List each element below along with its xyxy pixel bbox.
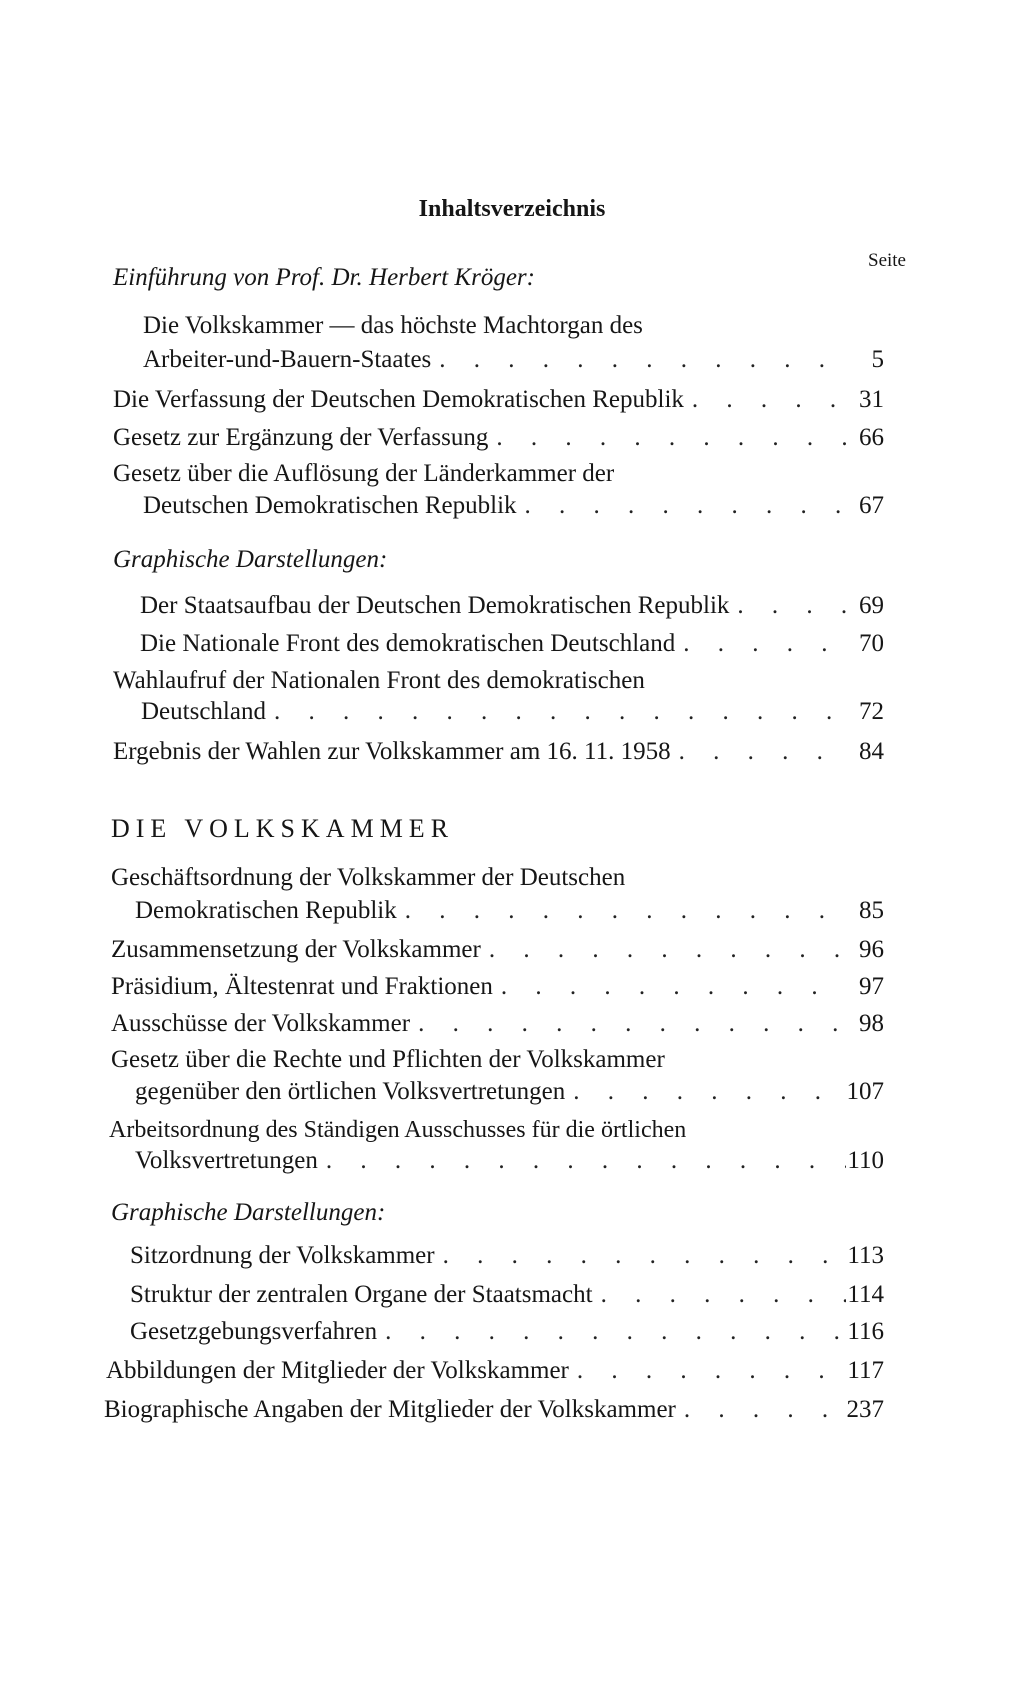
toc-entry-title: Ergebnis der Wahlen zur Volkskammer am 16. 11. 1958	[113, 738, 671, 765]
leader-dots	[266, 695, 846, 729]
toc-entry-title: Sitzordnung der Volkskammer	[130, 1242, 435, 1269]
toc-entry	[111, 933, 884, 967]
leader-dots	[410, 1007, 846, 1041]
toc-page-number: 116	[847, 1318, 884, 1345]
toc-page-number: 113	[847, 1242, 884, 1269]
toc-entry-line: Gesetz über die Rechte und Pflichten der Volkskammer	[111, 1046, 665, 1073]
toc-entry-title: gegenüber den örtlichen Volksvertretungen	[135, 1078, 566, 1105]
section-heading: DIE VOLKSKAMMER	[111, 814, 455, 843]
toc-entry-title: Der Staatsaufbau der Deutschen Demokratischen Republik	[140, 592, 730, 619]
toc-entry-title: Präsidium, Ältestenrat und Fraktionen	[111, 973, 493, 1000]
toc-page-number: 72	[859, 698, 884, 725]
toc-page-number: 98	[859, 1010, 884, 1037]
page-title: Inhaltsverzeichnis	[418, 196, 606, 222]
toc-entry-title: Gesetz zur Ergänzung der Verfassung	[113, 424, 489, 451]
toc-page-number: 66	[859, 424, 884, 451]
toc-entry-title: Abbildungen der Mitglieder der Volkskammer	[106, 1357, 569, 1384]
leader-dots	[435, 1239, 846, 1273]
leader-dots	[377, 1315, 846, 1349]
graphics-heading: Graphische Darstellungen:	[113, 546, 388, 573]
toc-entry-line: Arbeitsordnung des Ständigen Ausschusses für die örtlichen	[109, 1117, 687, 1143]
toc-entry	[135, 1075, 884, 1109]
toc-entry-title: Die Verfassung der Deutschen Demokratischen Republik	[113, 386, 684, 413]
leader-dots	[493, 970, 846, 1004]
intro-heading: Einführung von Prof. Dr. Herbert Kröger:	[113, 264, 535, 291]
toc-page-number: 67	[859, 492, 884, 519]
toc-entry	[130, 1278, 884, 1312]
leader-dots	[729, 589, 846, 623]
toc-page-number: 85	[859, 897, 884, 924]
toc-entry	[143, 489, 884, 523]
toc-entry-line: Die Volkskammer — das höchste Machtorgan des	[143, 312, 643, 339]
toc-entry	[113, 383, 884, 417]
toc-page-number: 84	[859, 738, 884, 765]
toc-page-number: 114	[847, 1281, 884, 1308]
leader-dots	[671, 735, 846, 769]
toc-entry	[135, 1144, 884, 1178]
leader-dots	[481, 933, 846, 967]
toc-entry	[130, 1315, 884, 1349]
toc-entry	[135, 894, 884, 928]
toc-entry-title: Volksvertretungen	[135, 1147, 318, 1174]
toc-page-number: 117	[847, 1357, 884, 1384]
leader-dots	[676, 1393, 846, 1427]
toc-entry	[111, 1007, 884, 1041]
toc-page-number: 97	[859, 973, 884, 1000]
toc-entry-title: Deutschland	[141, 698, 266, 725]
toc-entry-line: Gesetz über die Auflösung der Länderkammer der	[113, 460, 615, 487]
leader-dots	[593, 1278, 846, 1312]
leader-dots	[565, 1075, 846, 1109]
toc-entry	[113, 421, 884, 455]
toc-entry-title: Arbeiter-und-Bauern-Staates	[143, 346, 432, 373]
toc-page-number: 31	[859, 386, 884, 413]
toc-page-number: 70	[859, 630, 884, 657]
toc-entry	[141, 695, 884, 729]
leader-dots	[569, 1354, 846, 1388]
leader-dots	[318, 1144, 846, 1178]
toc-entry	[111, 970, 884, 1004]
toc-entry-title: Deutschen Demokratischen Republik	[143, 492, 517, 519]
toc-entry	[106, 1354, 884, 1388]
toc-entry	[104, 1393, 884, 1427]
toc-entry-title: Ausschüsse der Volkskammer	[111, 1010, 411, 1037]
toc-entry	[140, 627, 884, 661]
toc-page-number: 237	[846, 1396, 884, 1423]
toc-page-number: 96	[859, 936, 884, 963]
toc-page-number: 5	[871, 346, 884, 373]
toc-page-number: 107	[846, 1078, 884, 1105]
toc-entry	[140, 589, 884, 623]
toc-entry-title: Die Nationale Front des demokratischen Deutschland	[140, 630, 676, 657]
toc-entry-title: Struktur der zentralen Organe der Staatsmacht	[130, 1281, 593, 1308]
toc-entry-title: Gesetzgebungsverfahren	[130, 1318, 378, 1345]
toc-entry-line: Wahlaufruf der Nationalen Front des demokratischen	[113, 667, 645, 694]
toc-entry-title: Demokratischen Republik	[135, 897, 397, 924]
leader-dots	[675, 627, 846, 661]
toc-entry	[130, 1239, 884, 1273]
graphics-heading: Graphische Darstellungen:	[111, 1199, 386, 1226]
toc-entry	[113, 735, 884, 769]
leader-dots	[517, 489, 846, 523]
toc-entry	[143, 343, 884, 377]
leader-dots	[397, 894, 846, 928]
toc-page-number: 69	[859, 592, 884, 619]
toc-entry-line: Geschäftsordnung der Volkskammer der Deutschen	[111, 864, 626, 891]
toc-entry-title: Zusammensetzung der Volkskammer	[111, 936, 481, 963]
toc-entry-title: Biographische Angaben der Mitglieder der Volkskammer	[104, 1396, 676, 1423]
leader-dots	[431, 343, 846, 377]
page-column-label: Seite	[868, 250, 906, 271]
leader-dots	[684, 383, 846, 417]
leader-dots	[488, 421, 846, 455]
toc-page-number: 110	[847, 1147, 884, 1174]
